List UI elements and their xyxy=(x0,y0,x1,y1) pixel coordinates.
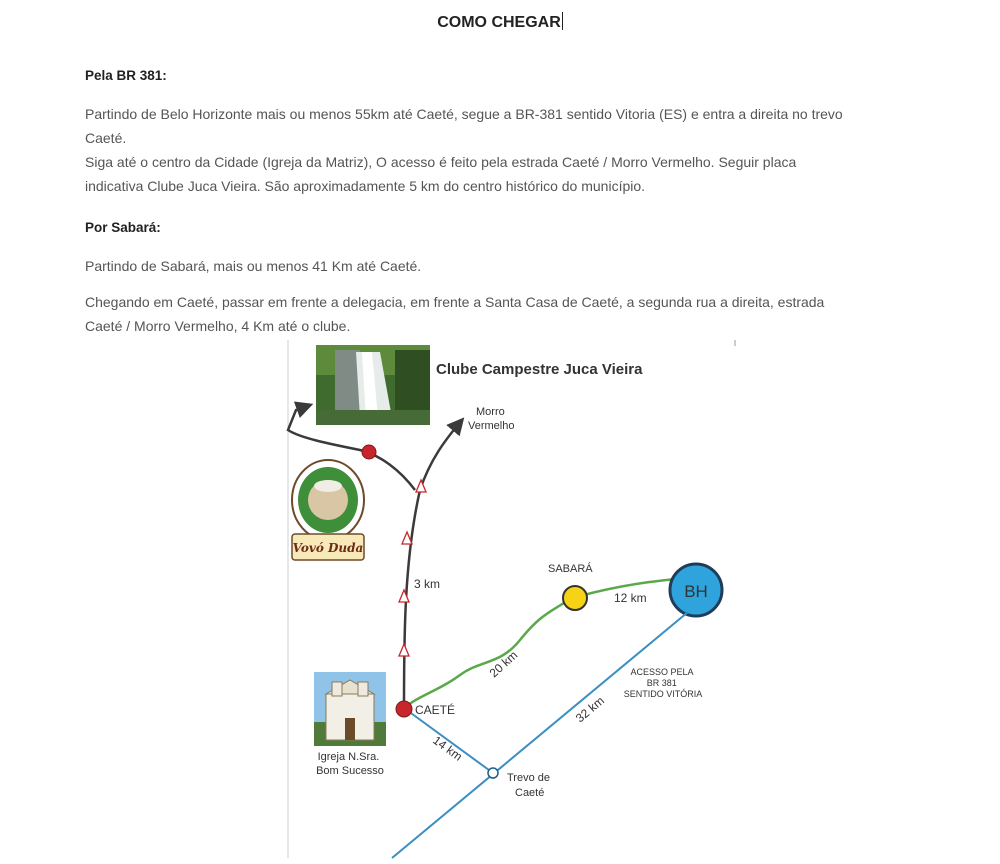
distance-3km: 3 km xyxy=(414,577,441,591)
svg-text:Vovó Duda: Vovó Duda xyxy=(292,541,364,555)
distance-12km: 12 km xyxy=(614,591,647,605)
text-line: Partindo de Belo Horizonte mais ou menos 55km até Caeté, segue a BR-381 sentido Vitoria (ES) e entra a direita no trevo xyxy=(85,106,843,122)
distance-14km: 14 km xyxy=(430,733,465,764)
caete-node xyxy=(396,701,412,717)
text-line: Siga até o centro da Cidade (Igreja da Matriz), O acesso é feito pela estrada Caeté / Morro Vermelho. Seguir placa xyxy=(85,154,797,170)
direction-arrows xyxy=(399,480,426,656)
sabara-label: SABARÁ xyxy=(548,563,593,575)
road-caete-sabara xyxy=(404,598,572,708)
page-title: COMO CHEGAR xyxy=(437,14,561,31)
bh-label: BH xyxy=(684,582,708,601)
access-br381-label: ACESSO PELA BR 381 SENTIDO VITÓRIA xyxy=(623,667,703,699)
road-caete-morro-vermelho xyxy=(404,420,462,708)
trevo-node xyxy=(488,768,498,778)
distance-32km: 32 km xyxy=(572,693,607,726)
section-heading-br381: Pela BR 381: xyxy=(85,68,167,83)
sabara-node xyxy=(563,586,587,610)
text-line: Partindo de Sabará, mais ou menos 41 Km até Caeté. xyxy=(85,258,422,274)
caete-label: CAETÉ xyxy=(415,703,456,717)
distance-20km: 20 km xyxy=(486,647,521,681)
section-heading-sabara: Por Sabará: xyxy=(85,220,161,235)
club-junction-node xyxy=(362,445,376,459)
club-name: Clube Campestre Juca Vieira xyxy=(436,361,643,378)
waterfall-photo xyxy=(316,345,430,425)
text-line: Caeté / Morro Vermelho, 4 Km até o clube. xyxy=(85,318,351,334)
vovo-duda-badge xyxy=(292,460,364,560)
morro-vermelho-label: Morro Vermelho xyxy=(468,406,515,432)
text-line: indicativa Clube Juca Vieira. São aproximadamente 5 km do centro histórico do município. xyxy=(85,178,646,194)
text-line: Caeté. xyxy=(85,130,127,146)
church-label: Igreja N.Sra. Bom Sucesso xyxy=(316,751,384,777)
church-photo xyxy=(314,672,386,746)
trevo-label: Trevo de Caeté xyxy=(507,772,551,799)
text-line: Chegando em Caeté, passar em frente a delegacia, em frente a Santa Casa de Caeté, a segunda rua a direita, estrada xyxy=(85,294,825,310)
